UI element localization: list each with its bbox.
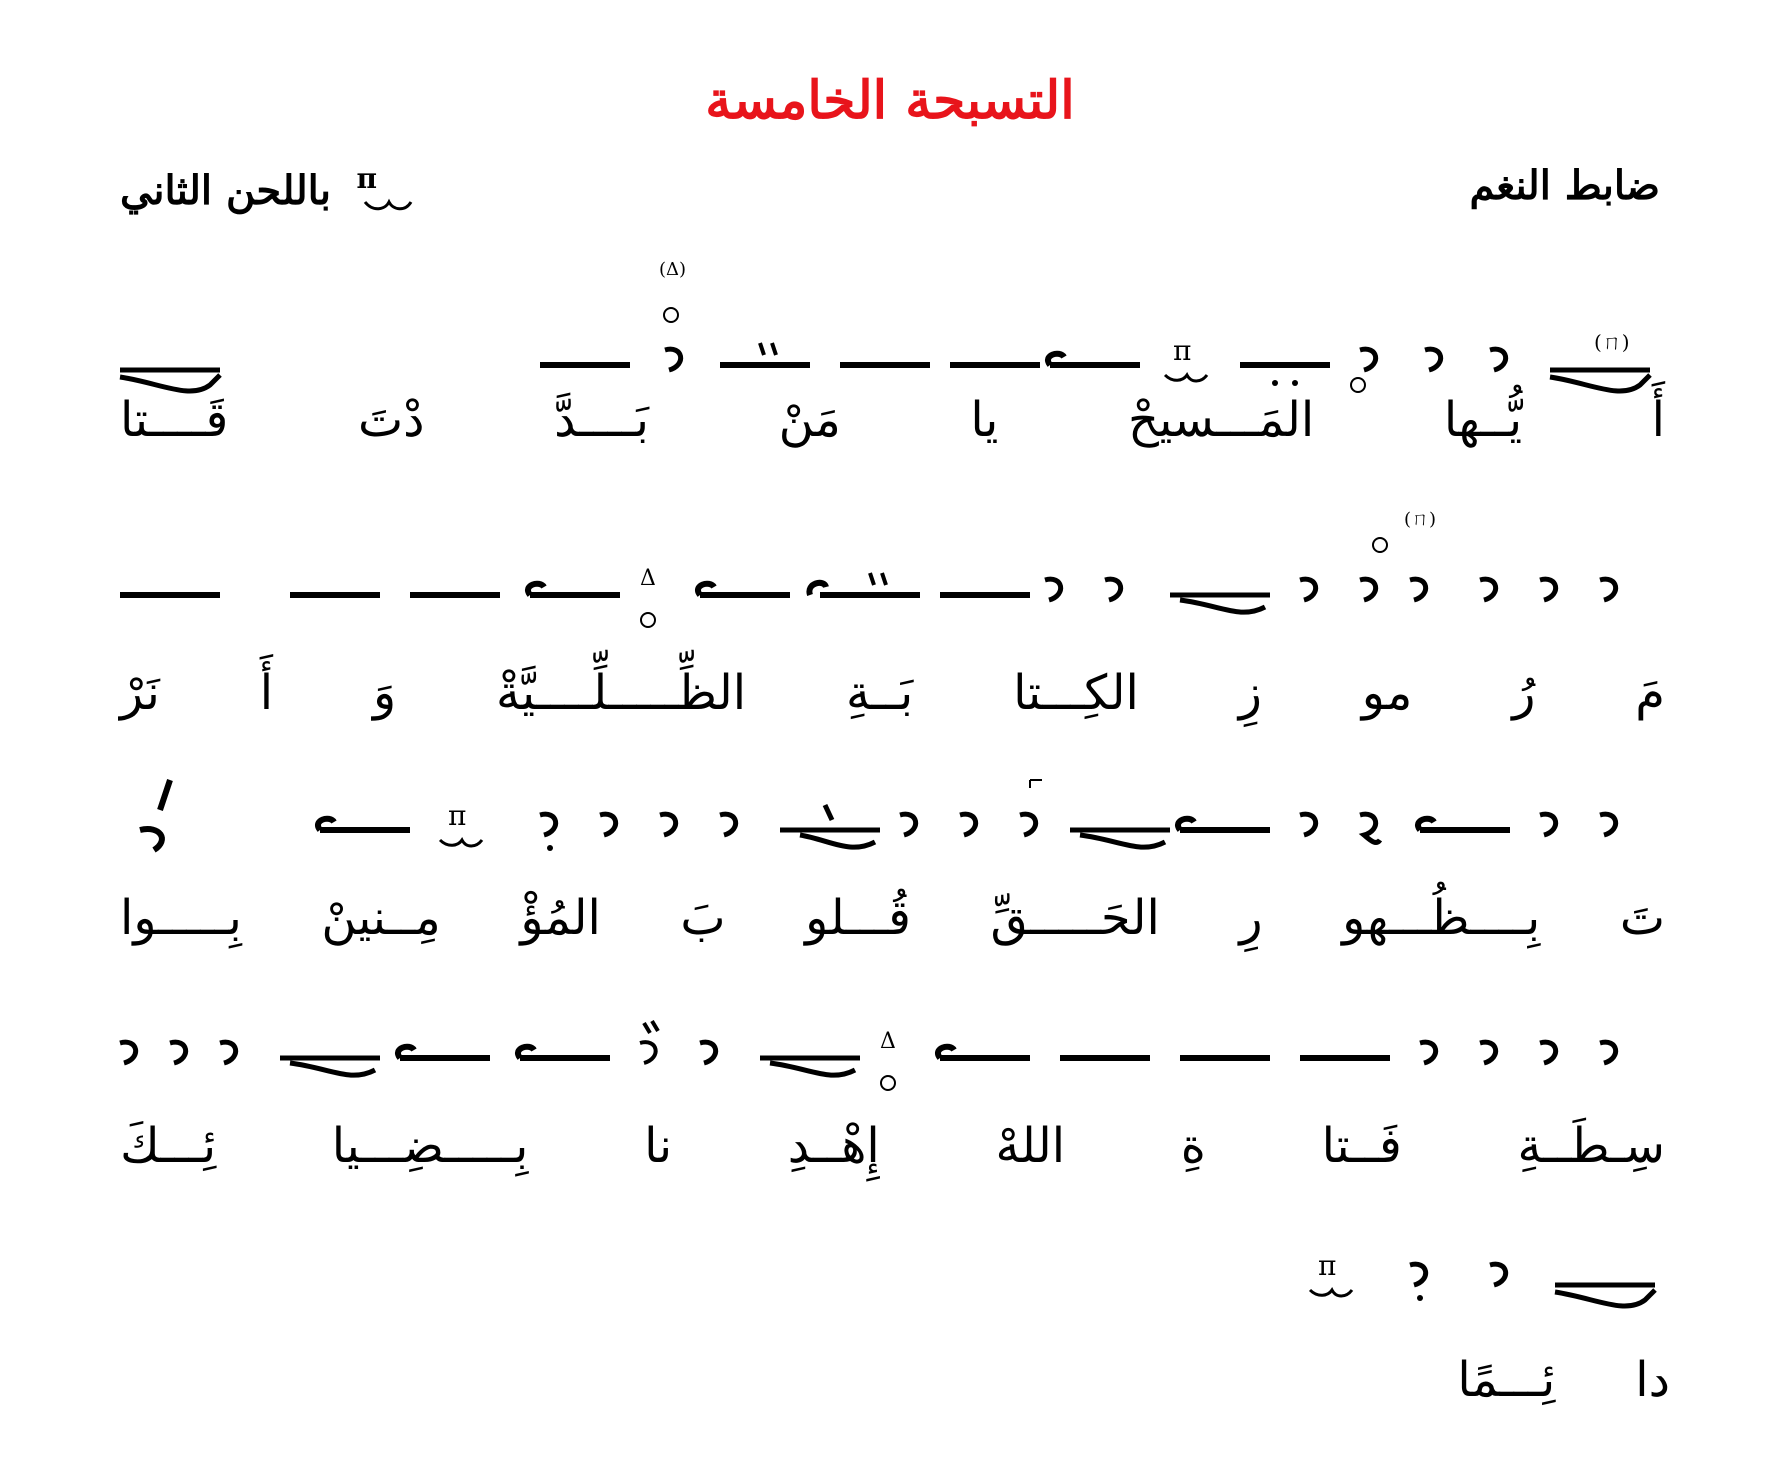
lyric-syllable: مو [1361,665,1413,721]
hyporrhoe-long-neume [760,1058,860,1075]
apostrophos-neume [1600,1042,1616,1063]
lyric-syllable: فَــتا [1321,1118,1402,1174]
lyric-syllable: إِهْــدِ [787,1118,880,1174]
apostrophos-neume [1600,814,1616,835]
pi-martyria-icon [1165,334,1207,381]
apostrophos-neume [120,1042,136,1063]
lyric-syllable: قُـــلو [805,890,911,946]
diesis-icon [640,566,656,627]
kentima-hyporrhoe-neume [780,805,880,847]
apostrophos-diesis-neume [659,259,686,370]
ison-end-neume [1178,819,1270,830]
ison-end-neume [528,584,620,595]
apostrophos-hyporrhoe-neume [1360,814,1380,842]
neume-line-5 [1280,1240,1680,1340]
lyric-syllable: أَ [259,665,274,721]
ison-hyporrhoe-neume [120,370,220,391]
lyric-syllable: يُّــها [1443,392,1523,448]
lyric-syllable: الظِّـــــلِّــــيَّةْ [496,665,747,721]
apostrophos-neume [1360,538,1387,600]
lyric-syllable: مَ [1635,665,1665,721]
lyrics-line-3 [120,890,1665,946]
lyric-syllable: ئِـــمًا [1457,1352,1556,1408]
neume-staff-3 [120,790,1665,890]
apostrophos-neume [1480,579,1496,600]
apostrophos-gorgon-neume [1410,1264,1426,1301]
ison-end-neume [318,819,410,830]
apostrophos-neume [1490,1264,1506,1285]
apostrophos-neume [1351,349,1376,392]
ison-hyporrhoe-neume [1550,330,1650,391]
neume-line-2 [120,509,1665,655]
lyric-syllable: مِــنينْ [321,890,441,946]
apostrophos-gorgon-neume [540,814,556,851]
apostrophos-neume [900,814,916,835]
ison-hyporrhoe-neume [1555,1285,1655,1306]
pi-martyria-icon [1310,1249,1352,1296]
pi-mode-sign-icon [356,162,415,218]
svg-text:(Δ): (Δ) [659,259,687,280]
lyric-syllable: ئِـــكَ [120,1118,217,1174]
svg-text:π: π [356,162,377,195]
mode-label: ضابط النغم [1469,162,1660,209]
ison-double-gorgon-neume [720,343,810,365]
apostrophos-neume [720,814,736,835]
lyric-syllable: سِـطَــةِ [1517,1118,1665,1174]
lyrics-line-5 [1457,1352,1670,1408]
lyric-syllable: دْتَ [357,392,425,448]
neume-line-3 [120,790,1665,890]
lyric-syllable: بَــــدَّ [554,392,649,448]
ison-end-neume [938,1047,1030,1058]
ison-end-neume [398,1047,490,1058]
apostrophos-kentima-ypsili-neume [140,780,170,850]
apostrophos-neume [1540,814,1556,835]
hyporrhoe-long-neume [1070,830,1170,847]
apostrophos-neume [1300,814,1316,835]
pi-martyria-icon [440,799,482,846]
ison-end-neume [698,584,790,595]
lyric-syllable: مَنْ [778,392,841,448]
apostrophos-hyporrhoe-neume [1404,509,1436,600]
apostrophos-neume [1490,349,1506,370]
ison-end-neume [1048,354,1140,365]
neume-line-4 [120,1018,1665,1118]
tone-label-group [120,162,415,218]
svg-text:π: π [1318,1249,1337,1282]
lyric-syllable: ةِ [1180,1118,1206,1174]
svg-text:π: π [1173,334,1192,367]
lyrics-line-2 [120,665,1665,721]
lyric-syllable: نا [644,1118,673,1174]
apostrophos-double-neume [640,1021,658,1063]
lyric-syllable: بِـــــضِـــيا [331,1118,529,1174]
apostrophos-neume [960,814,976,835]
lyric-syllable: الحَـــــقِّ [990,890,1160,946]
lyric-syllable: المَـــسيحْ [1128,392,1315,448]
tone-label: باللحن الثاني [120,166,331,214]
lyric-syllable: بَــةِ [845,665,914,721]
svg-text:π: π [448,799,467,832]
apostrophos-neume [700,1042,716,1063]
hyporrhoe-long-neume [1170,595,1270,612]
ison-gorgon-neume [1240,365,1330,386]
apostrophos-neume [1045,579,1061,600]
neume-staff-5 [1280,1240,1680,1340]
lyric-syllable: قَــــتا [120,392,229,448]
lyric-syllable: بَ [680,890,726,946]
apostrophos-neume [600,814,616,835]
lyric-syllable: اللهْ [995,1118,1066,1174]
apostrophos-neume [660,814,676,835]
lyric-syllable: رِ [1239,890,1263,946]
lyric-syllable: الكِـــتا [1013,665,1139,721]
diesis-icon [880,1029,896,1090]
apostrophos-neume [220,1042,236,1063]
neume-staff-2 [120,509,1665,655]
lyric-syllable: دا [1635,1352,1670,1408]
lyric-syllable: نَرْ [120,665,160,721]
apostrophos-neume [1105,579,1121,600]
lyric-syllable: بِــــظُـــهو [1342,890,1541,946]
neume-staff-4 [120,1018,1665,1118]
lyric-syllable: بِـــــوا [120,890,242,946]
ison-end-neume [518,1047,610,1058]
lyric-syllable: المُؤْ [520,890,601,946]
lyric-syllable: تَ [1619,890,1665,946]
lyrics-line-4 [120,1118,1665,1174]
svg-text:(ㄇ): (ㄇ) [1404,509,1437,530]
apostrophos-neume [1425,349,1441,370]
lyric-syllable: وَ [372,665,397,721]
apostrophos-neume [1480,1042,1496,1063]
hyporrhoe-long-neume [280,1058,380,1075]
apostrophos-neume [1600,579,1616,600]
lyric-syllable: يا [970,392,999,448]
lyric-syllable: زِ [1238,665,1262,721]
lyrics-line-1 [120,392,1665,448]
apostrophos-neume [1540,579,1556,600]
apostrophos-neume [170,1042,186,1063]
ison-end-neume [1418,819,1510,830]
svg-text:(ㄇ): (ㄇ) [1594,330,1630,354]
apostrophos-neume [1420,1042,1436,1063]
apostrophos-corner-neume [1020,780,1042,835]
lyric-syllable: رُ [1512,665,1536,721]
apostrophos-neume [1540,1042,1556,1063]
ison-double-neume [809,573,920,595]
svg-text:Δ: Δ [640,566,656,591]
lyric-syllable: أَ [1651,392,1665,448]
apostrophos-neume [1300,579,1316,600]
page-title: التسبحة الخامسة [705,70,1075,131]
svg-text:Δ: Δ [880,1029,896,1054]
